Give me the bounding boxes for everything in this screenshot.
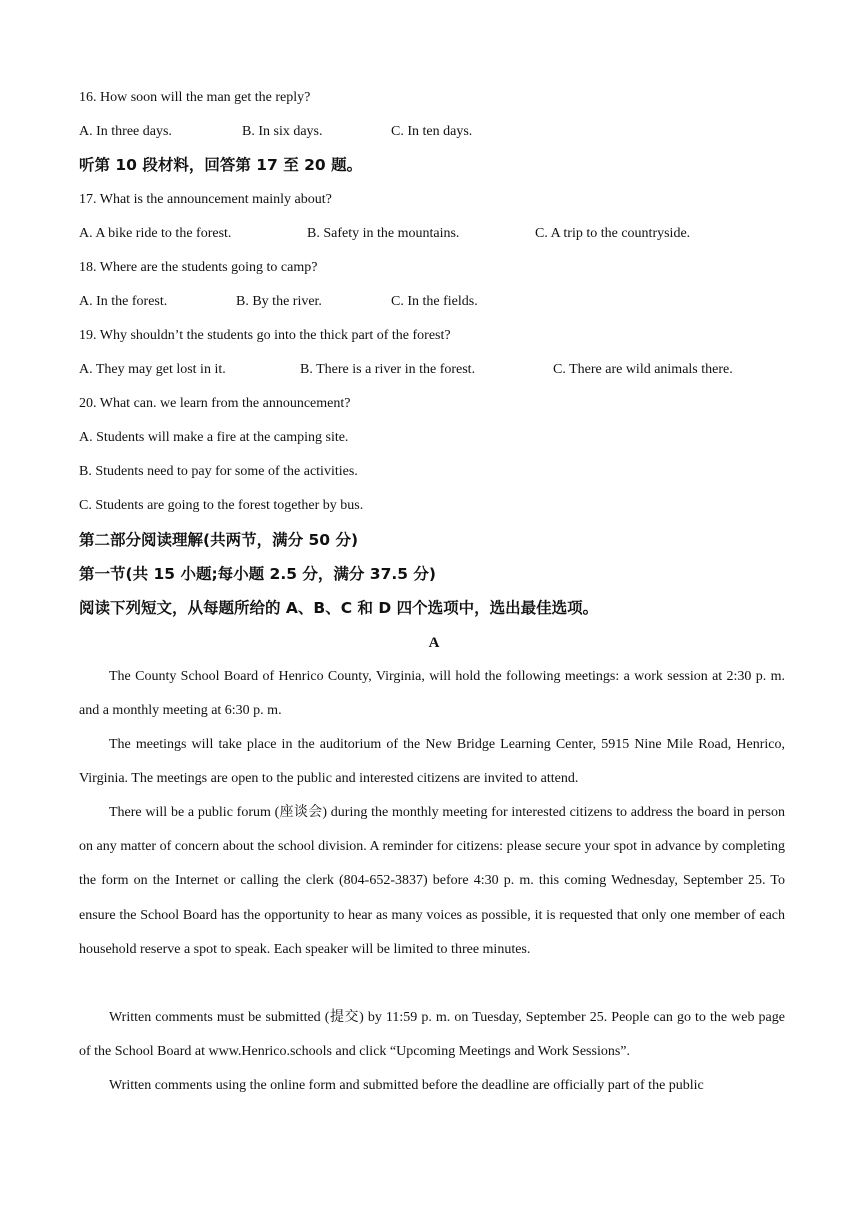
q19-option-a: A. They may get lost in it. xyxy=(79,362,226,377)
q20-option-b: B. Students need to pay for some of the activities. xyxy=(79,464,358,479)
part-2-title: 第二部分阅读理解(共两节，满分 50 分) xyxy=(79,531,359,549)
q18-option-a: A. In the forest. xyxy=(79,294,168,309)
passage-paragraph-3: There will be a public forum (座谈会) during the monthly meeting for interested citizens to address the board in person on any matter of concern about the school division. A reminder for citizens: please secure your spot in advance by completing the form on the Internet or calling the clerk (804-652-3837) before 4:30 p. m. this coming Wednesday, September 25. To ensure the School Board has the opportunity to hear as many voices as possible, it is requested that only one member of each household reserve a spot to speak. Each speaker will be limited to three minutes. xyxy=(79,805,785,957)
q20-option-a: A. Students will make a fire at the camping site. xyxy=(79,430,349,445)
question-20: 20. What can. we learn from the announcement? xyxy=(79,396,351,411)
part-2-instruction: 阅读下列短文，从每题所给的 A、B、C 和 D 四个选项中，选出最佳选项。 xyxy=(79,599,599,617)
q18-option-b: B. By the river. xyxy=(236,294,322,309)
q17-option-a: A. A bike ride to the forest. xyxy=(79,226,232,241)
question-16: 16. How soon will the man get the reply? xyxy=(79,90,311,105)
question-18: 18. Where are the students going to camp? xyxy=(79,260,318,275)
passage-paragraph-4: Written comments must be submitted (提交) by 11:59 p. m. on Tuesday, September 25. People can go to the web page of the School Board at www.Henrico.schools and click “Upcoming Meetings and Work Sessions”. xyxy=(79,1010,785,1060)
section-10-heading: 听第 10 段材料，回答第 17 至 20 题。 xyxy=(79,156,363,174)
q17-option-c: C. A trip to the countryside. xyxy=(535,226,691,241)
q16-option-a: A. In three days. xyxy=(79,124,172,139)
question-19: 19. Why shouldn’t the students go into the thick part of the forest? xyxy=(79,328,451,343)
question-17: 17. What is the announcement mainly about? xyxy=(79,192,332,207)
q20-option-c: C. Students are going to the forest together by bus. xyxy=(79,498,364,513)
passage-paragraph-1: The County School Board of Henrico County, Virginia, will hold the following meetings: a work session at 2:30 p. m. and a monthly meeting at 6:30 p. m. xyxy=(79,669,785,719)
passage-label: A xyxy=(428,635,440,651)
q16-option-c: C. In ten days. xyxy=(391,124,473,139)
q16-option-b: B. In six days. xyxy=(242,124,323,139)
q17-option-b: B. Safety in the mountains. xyxy=(307,226,460,241)
q19-option-b: B. There is a river in the forest. xyxy=(300,362,476,377)
passage-paragraph-2: The meetings will take place in the auditorium of the New Bridge Learning Center, 5915 Nine Mile Road, Henrico, Virginia. The meetings are open to the public and interested citizens are invited to attend. xyxy=(79,737,785,787)
part-2-section-1: 第一节(共 15 小题;每小题 2.5 分，满分 37.5 分) xyxy=(79,565,437,583)
q19-option-c: C. There are wild animals there. xyxy=(553,362,733,377)
passage-paragraph-5: Written comments using the online form and submitted before the deadline are officially part of the public xyxy=(109,1078,704,1093)
q18-option-c: C. In the fields. xyxy=(391,294,478,309)
